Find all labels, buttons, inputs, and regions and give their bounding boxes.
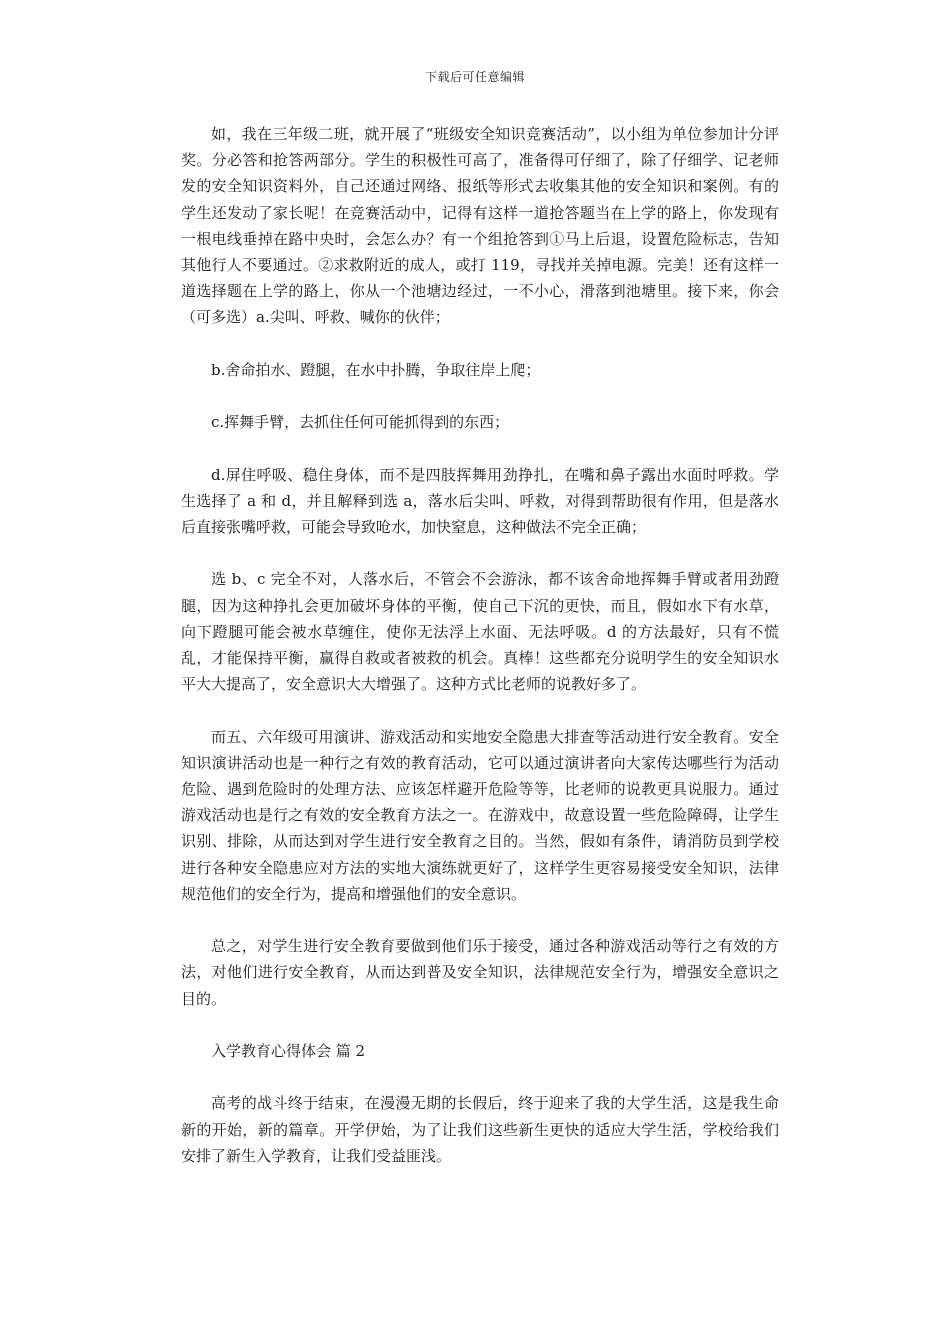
paragraph-explanation: 选 b、c 完全不对，人落水后，不管会不会游泳，都不该舍命地挥舞手臂或者用劲蹬腿，因为这种挣扎会更加破坏身体的平衡，使自己下沉的更快，而且，假如水下有水草，向下蹬腿可能会被水草缠住，使你无法浮上水面、无法呼吸。d 的方法最好，只有不慌乱，才能保持平衡，赢得自救或者被救的机会。真棒！这些都充分说明学生的安全知识水平大大提高了，安全意识大大增强了。这种方式比老师的说教好多了。	[181, 570, 779, 694]
paragraph-option-c: c.挥舞手臂，去抓住任何可能抓得到的东西；	[211, 413, 510, 432]
document-body	[181, 121, 779, 1195]
paragraph-conclusion: 总之，对学生进行安全教育要做到他们乐于接受，通过各种游戏活动等行之有效的方法，对他们进行安全教育，从而达到普及安全知识，法律规范安全行为，增强安全意识之目的。	[181, 937, 779, 1008]
paragraph-option-d: d.屏住呼吸、稳住身体，而不是四肢挥舞用劲挣扎，在嘴和鼻子露出水面时呼救。学生选择了 a 和 d，并且解释到选 a，落水后尖叫、呼救，对得到帮助很有作用，但是落水后直接张嘴呼救，可能会导致呛水，加快窒息，这种做法不完全正确；	[181, 465, 779, 536]
paragraph-option-b: b.舍命拍水、蹬腿，在水中扑腾，争取往岸上爬；	[211, 360, 541, 379]
section-heading: 入学教育心得体会 篇 2	[211, 1042, 366, 1060]
paragraph-grades-five-six: 而五、六年级可用演讲、游戏活动和实地安全隐患大排查等活动进行安全教育。安全知识演讲活动也是一种行之有效的教育活动，它可以通过演讲者向大家传达哪些行为活动危险、遇到危险时的处理方法、应该怎样避开危险等等，比老师的说教更具说服力。通过游戏活动也是行之有效的安全教育方法之一。在游戏中，故意设置一些危险障碍，让学生识别、排除，从而达到对学生进行安全教育之目的。当然，假如有条件，请消防员到学校进行各种安全隐患应对方法的实地大演练就更好了，这样学生更容易接受安全知识，法律规范他们的安全行为，提高和增强他们的安全意识。	[181, 727, 779, 903]
paragraph-college-intro: 高考的战斗终于结束，在漫漫无期的长假后，终于迎来了我的大学生活，这是我生命新的开始，新的篇章。开学伊始，为了让我们这些新生更快的适应大学生活，学校给我们安排了新生入学教育，让我们受益匪浅。	[181, 1094, 779, 1165]
page-header: 下载后可任意编辑	[424, 70, 525, 84]
paragraph-competition: 如，我在三年级二班，就开展了“班级安全知识竞赛活动”，以小组为单位参加计分评奖。分必答和抢答两部分。学生的积极性可高了，准备得可仔细了，除了仔细学、记老师发的安全知识资料外，自己还通过网络、报纸等形式去收集其他的安全知识和案例。有的学生还发动了家长呢！在竞赛活动中，记得有这样一道抢答题当在上学的路上，你发现有一根电线垂掉在路中央时，会怎么办？有一个组抢答到①马上后退，设置危险标志，告知其他行人不要通过。②求救附近的成人，或打 119，寻找并关掉电源。完美！还有这样一道选择题在上学的路上，你从一个池塘边经过，一不小心，滑落到池塘里。接下来，你会（可多选）a.尖叫、呼救、喊你的伙伴；	[181, 125, 779, 327]
